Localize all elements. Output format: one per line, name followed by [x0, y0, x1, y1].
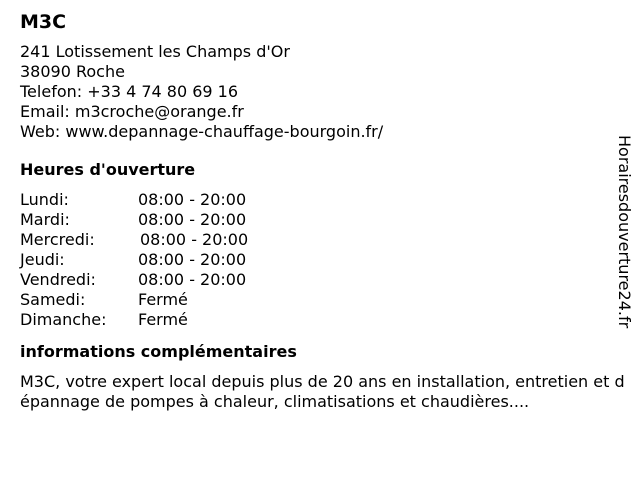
hours-day-label: Jeudi: [20, 250, 65, 269]
hours-row-wednesday [20, 230, 620, 250]
opening-hours-table [20, 190, 620, 330]
site-watermark: Horairesdouverture24.fr [615, 135, 634, 329]
hours-day-label: Vendredi: [20, 270, 96, 289]
hours-day-label: Lundi: [20, 190, 69, 209]
hours-day-label: Samedi: [20, 290, 86, 309]
hours-day-label: Mardi: [20, 210, 70, 229]
address-line-1: 241 Lotissement les Champs d'Or [20, 42, 290, 61]
hours-day-label: Dimanche: [20, 310, 107, 329]
hours-row-thursday [20, 250, 620, 270]
hours-row-sunday [20, 310, 620, 330]
email-line: Email: m3croche@orange.fr [20, 102, 244, 121]
hours-time: 08:00 - 20:00 [138, 190, 247, 209]
hours-time: Fermé [138, 290, 188, 309]
business-name: M3C [20, 11, 67, 33]
hours-time: 08:00 - 20:00 [138, 270, 247, 289]
hours-time: 08:00 - 20:00 [138, 210, 247, 229]
hours-time: 08:00 - 20:00 [140, 230, 249, 249]
hours-row-friday [20, 270, 620, 290]
hours-day-label: Mercredi: [20, 230, 95, 249]
hours-time: Fermé [138, 310, 188, 329]
hours-time: 08:00 - 20:00 [138, 250, 247, 269]
hours-row-monday [20, 190, 620, 210]
phone-line: Telefon: +33 4 74 80 69 16 [20, 82, 239, 101]
hours-row-tuesday [20, 210, 620, 230]
additional-info-text: M3C, votre expert local depuis plus de 20 ans en installation, entretien et dépannage de pompes à chaleur, climatisations et chaudières.... [20, 372, 625, 411]
additional-info-title: informations complémentaires [20, 342, 297, 361]
hours-row-saturday [20, 290, 620, 310]
web-line: Web: www.depannage-chauffage-bourgoin.fr/ [20, 122, 384, 141]
address-line-2: 38090 Roche [20, 62, 125, 81]
opening-hours-title: Heures d'ouverture [20, 160, 196, 179]
